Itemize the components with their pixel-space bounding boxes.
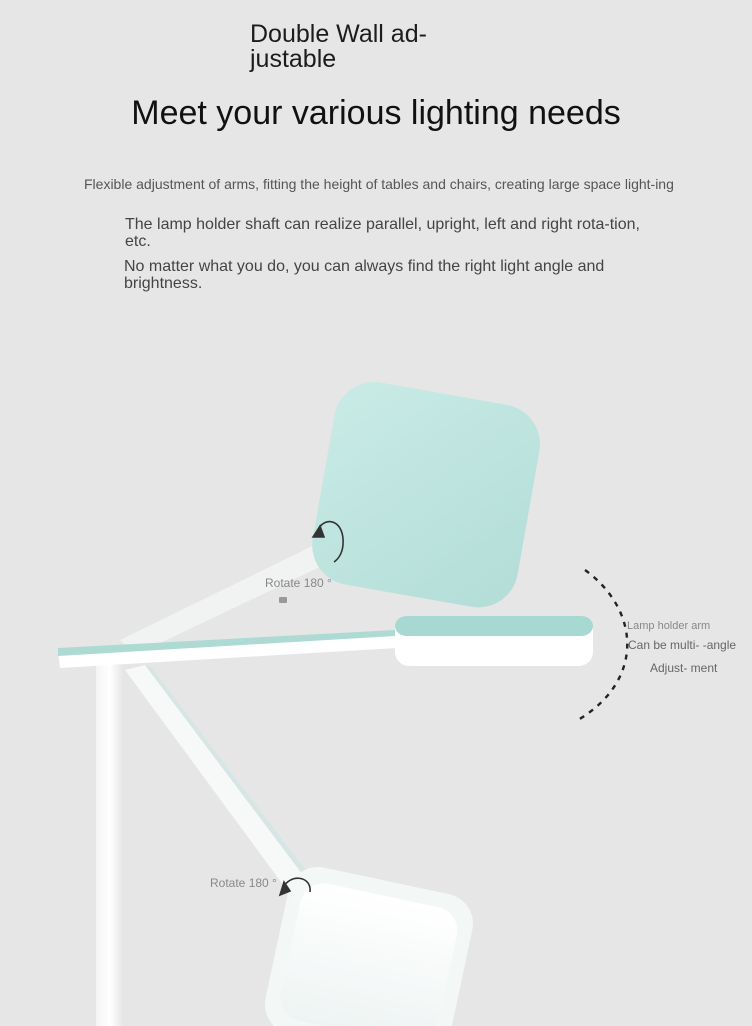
- lamp-pole: [96, 665, 124, 1026]
- label-lamp-holder-arm: Lamp holder arm: [627, 620, 711, 632]
- lower-arm: [125, 665, 322, 905]
- label-rotate-top: Rotate 180 °: [265, 576, 332, 590]
- lamp-head: [395, 616, 593, 666]
- label-rotate-bottom: Rotate 180 °: [210, 876, 277, 890]
- page-subtitle: Double Wall ad-justable: [250, 20, 427, 73]
- small-mark-icon: [279, 597, 287, 603]
- description-arms: Flexible adjustment of arms, fitting the height of tables and chairs, creating large space light-ing: [84, 176, 674, 192]
- description-angle: No matter what you do, you can always find the right light angle and brightness.: [124, 258, 605, 292]
- label-multi-angle: Can be multi- -angle: [628, 638, 737, 652]
- top-lamp-pad: [306, 376, 546, 614]
- page-title: Meet your various lighting needs: [131, 94, 621, 132]
- label-adjustment: Adjust- ment: [650, 661, 718, 675]
- bottom-lamp-pad: [259, 861, 478, 1026]
- description-shaft: The lamp holder shaft can realize parallel, upright, left and right rota-tion, etc.: [125, 216, 640, 250]
- horizontal-arm: [58, 630, 397, 668]
